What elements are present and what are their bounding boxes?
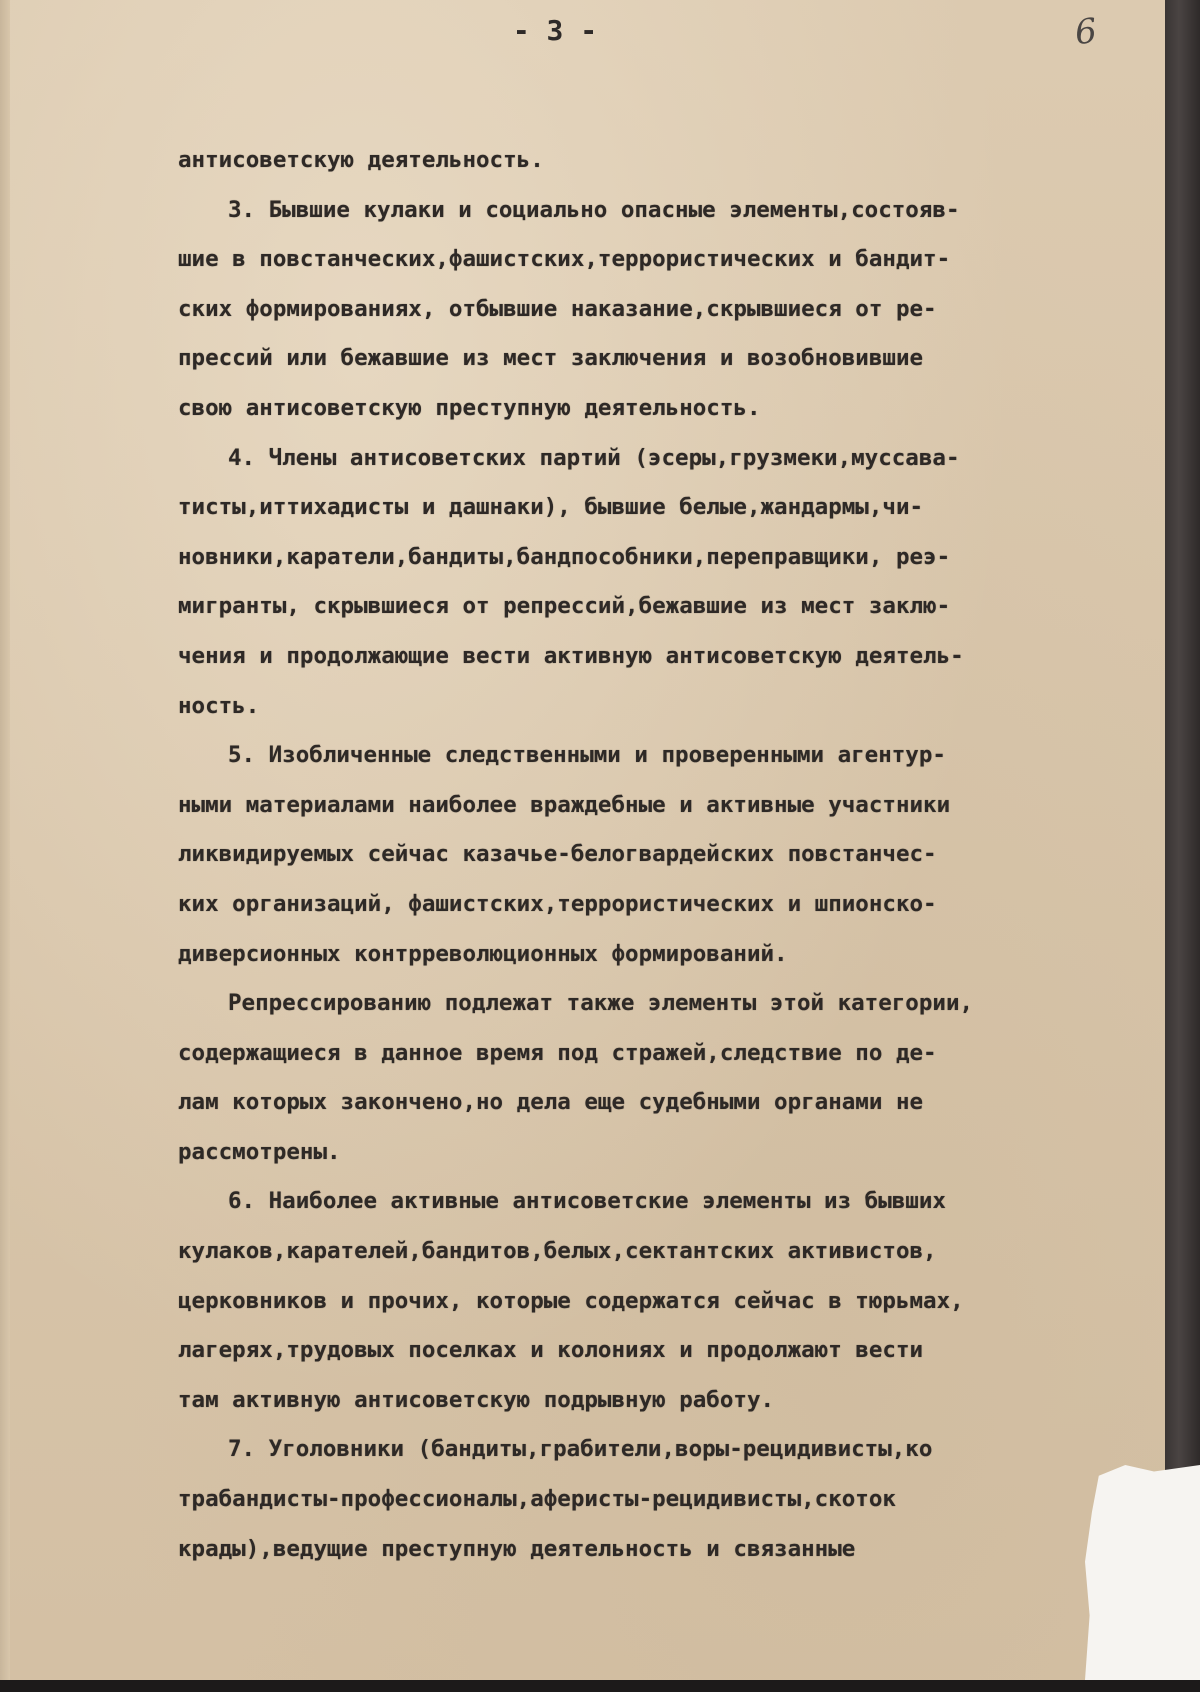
text-line: тисты,иттихадисты и дашнаки), бывшие белые,жандармы,чи- [178, 494, 924, 521]
text-line: содержащиеся в данное время под стражей,следствие по де- [178, 1039, 937, 1066]
text-line: чения и продолжающие вести активную антисоветскую деятель- [178, 642, 964, 669]
text-line: лагерях,трудовых поселках и колониях и продолжают вести [178, 1337, 924, 1364]
text-line: рассмотрены. [178, 1138, 341, 1165]
text-line: ких организаций, фашистских,террористических и шпионско- [178, 890, 937, 917]
text-line: ными материалами наиболее враждебные и активные участники [178, 791, 951, 818]
text-line: 5. Изобличенные следственными и проверенными агентур- [228, 742, 946, 769]
text-line: ских формированиях, отбывшие наказание,скрывшиеся от ре- [178, 295, 937, 322]
text-line: свою антисоветскую преступную деятельность. [178, 394, 761, 421]
text-line: мигранты, скрывшиеся от репрессий,бежавшие из мест заклю- [178, 593, 951, 620]
text-line: там активную антисоветскую подрывную работу. [178, 1386, 775, 1413]
text-line: 7. Уголовники (бандиты,грабители,воры-рецидивисты,ко [228, 1436, 933, 1463]
left-edge-shadow [0, 0, 10, 1692]
page-number: - 3 - [512, 14, 598, 47]
text-line: шие в повстанческих,фашистских,террористических и бандит- [178, 246, 951, 273]
scanner-bottom-edge [0, 1680, 1200, 1692]
text-line: ликвидируемых сейчас казачье-белогвардейских повстанчес- [178, 841, 937, 868]
text-line: Репрессированию подлежат также элементы этой категории, [228, 990, 974, 1017]
text-line: ность. [178, 692, 260, 719]
text-line: диверсионных контрреволюционных формирований. [178, 940, 788, 967]
typewritten-body [178, 136, 1188, 1574]
text-line: 3. Бывшие кулаки и социально опасные элементы,состояв- [228, 196, 960, 223]
text-line: прессий или бежавшие из мест заключения и возобновившие [178, 345, 924, 372]
text-line: 6. Наиболее активные антисоветские элементы из бывших [228, 1188, 946, 1215]
text-line: антисоветскую деятельность. [178, 147, 544, 173]
text-line: 4. Члены антисоветских партий (эсеры,грузмеки,муссава- [228, 444, 960, 471]
text-line: кулаков,карателей,бандитов,белых,сектантских активистов, [178, 1238, 937, 1265]
text-line: лам которых закончено,но дела еще судебными органами не [178, 1089, 924, 1116]
text-line: крады),ведущие преступную деятельность и связанные [178, 1535, 856, 1562]
text-line: трабандисты-профессионалы,аферисты-рецидивисты,скоток [178, 1486, 896, 1513]
text-line: новники,каратели,бандиты,бандпособники,переправщики, реэ- [178, 543, 951, 570]
text-line: церковников и прочих, которые содержатся сейчас в тюрьмах, [178, 1287, 964, 1314]
handwritten-margin-mark: 6 [1072, 10, 1099, 54]
